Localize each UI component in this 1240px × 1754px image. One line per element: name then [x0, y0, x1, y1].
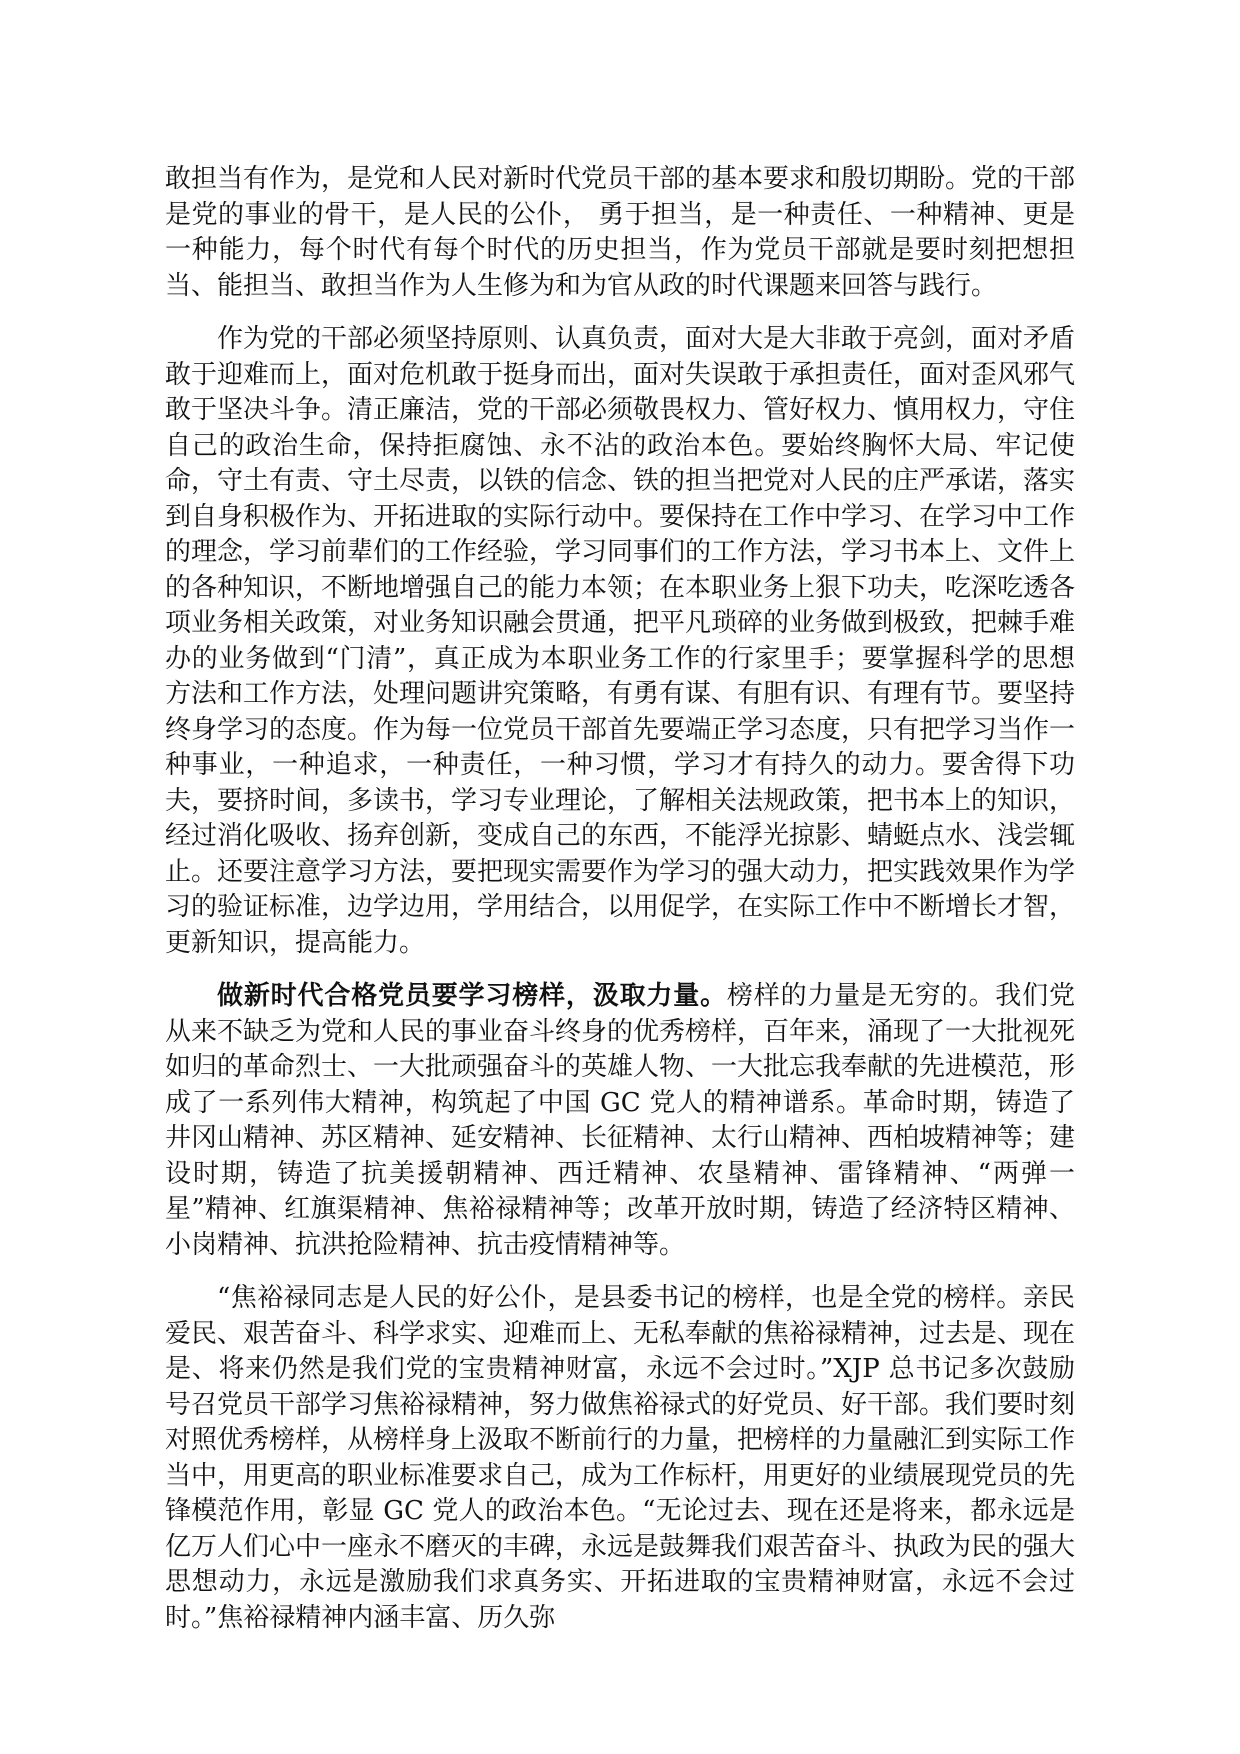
document-body: [165, 162, 1075, 1654]
paragraph-3-text: 榜样的力量是无穷的。我们党从来不缺乏为党和人民的事业奋斗终身的优秀榜样，百年来，涌现了一大批视死如归的革命烈士、一大批顽强奋斗的英雄人物、一大批忘我奉献的先进模范，形成了一系列伟大精神，构筑起了中国 GC 党人的精神谱系。革命时期，铸造了井冈山精神、苏区精神、延安精神、长征精神、太行山精神、西柏坡精神等；建设时期，铸造了抗美援朝精神、西迁精神、农垦精神、雷锋精神、“两弹一星”精神、红旗渠精神、焦裕禄精神等；改革开放时期，铸造了经济特区精神、小岗精神、抗洪抢险精神、抗击疫情精神等。: [165, 981, 1076, 1260]
paragraph-3: [165, 979, 1075, 1263]
paragraph-2: [165, 322, 1075, 961]
paragraph-2-text: 作为党的干部必须坚持原则、认真负责，面对大是大非敢于亮剑，面对矛盾敢于迎难而上，面对危机敢于挺身而出，面对失误敢于承担责任，面对歪风邪气敢于坚决斗争。清正廉洁，党的干部必须敬畏权力、管好权力、慎用权力，守住自己的政治生命，保持拒腐蚀、永不沾的政治本色。要始终胸怀大局、牢记使命，守土有责、守土尽责，以铁的信念、铁的担当把党对人民的庄严承诺，落实到自身积极作为、开拓进取的实际行动中。要保持在工作中学习、在学习中工作的理念，学习前辈们的工作经验，学习同事们的工作方法，学习书本上、文件上的各种知识，不断地增强自己的能力本领；在本职业务上狠下功夫，吃深吃透各项业务相关政策，对业务知识融会贯通，把平凡琐碎的业务做到极致，把棘手难办的业务做到“门清”，真正成为本职业务工作的行家里手；要掌握科学的思想方法和工作方法，处理问题讲究策略，有勇有谋、有胆有识、有理有节。要坚持终身学习的态度。作为每一位党员干部首先要端正学习态度，只有把学习当作一种事业，一种追求，一种责任，一种习惯，学习才有持久的动力。要舍得下功夫，要挤时间，多读书，学习专业理论，了解相关法规政策，把书本上的知识，经过消化吸收、扬弃创新，变成自己的东西，不能浮光掠影、蜻蜓点水、浅尝辄止。还要注意学习方法，要把现实需要作为学习的强大动力，把实践效果作为学习的验证标准，边学边用，学用结合，以用促学，在实际工作中不断增长才智，更新知识，提高能力。: [165, 324, 1076, 958]
paragraph-3-lead: 做新时代合格党员要学习榜样，汲取力量。: [217, 981, 727, 1011]
paragraph-4: [165, 1281, 1075, 1636]
paragraph-4-text: “焦裕禄同志是人民的好公仆，是县委书记的榜样，也是全党的榜样。亲民爱民、艰苦奋斗、科学求实、迎难而上、无私奉献的焦裕禄精神，过去是、现在是、将来仍然是我们党的宝贵精神财富，永远不会过时。”XJP 总书记多次鼓励号召党员干部学习焦裕禄精神，努力做焦裕禄式的好党员、好干部。我们要时刻对照优秀榜样，从榜样身上汲取不断前行的力量，把榜样的力量融汇到实际工作当中，用更高的职业标准要求自己，成为工作标杆，用更好的业绩展现党员的先锋模范作用，彰显 GC 党人的政治本色。“无论过去、现在还是将来，都永远是亿万人们心中一座永不磨灭的丰碑，永远是鼓舞我们艰苦奋斗、执政为民的强大思想动力，永远是激励我们求真务实、开拓进取的宝贵精神财富，永远不会过时。”焦裕禄精神内涵丰富、历久弥: [165, 1283, 1076, 1633]
paragraph-1-text: 敢担当有作为，是党和人民对新时代党员干部的基本要求和殷切期盼。党的干部是党的事业的骨干，是人民的公仆， 勇于担当，是一种责任、一种精神、更是一种能力，每个时代有每个时代的历史担当，作为党员干部就是要时刻把想担当、能担当、敢担当作为人生修为和为官从政的时代课题来回答与践行。: [165, 164, 1076, 301]
paragraph-1: [165, 162, 1075, 304]
